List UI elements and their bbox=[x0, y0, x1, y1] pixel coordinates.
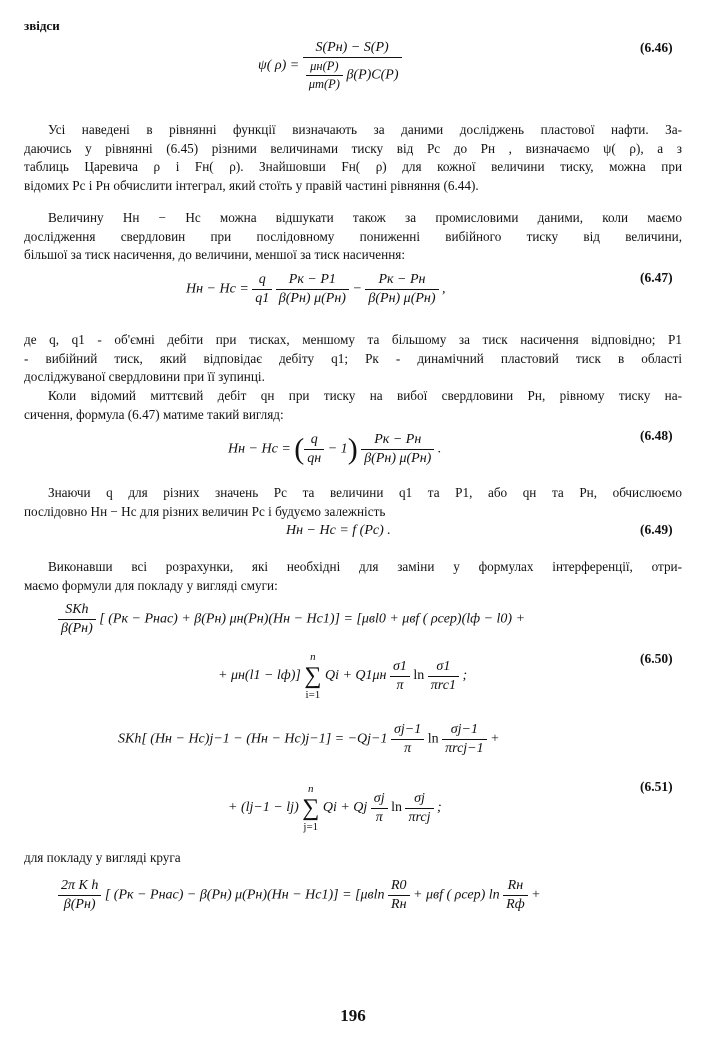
paragraph-5: Знаючи q для різних значень Pс та величини q1 та P1, або qн та Pн, обчислюємо послідовно Hн − Hс для різних величин Pс і будуємо залежність bbox=[24, 485, 682, 519]
equation-6-48: Hн − Hс = ( $\frac{q}{qн}$ − 1) $\frac{Pк - Pн}{\beta(Pн) \mu(Pн)}$ . bbox=[228, 432, 442, 466]
sum-symbol: n ∑ j=1 bbox=[302, 783, 320, 833]
eq646-numerator: S(Pн) − S(P) bbox=[303, 40, 402, 58]
eq651-number: (6.51) bbox=[640, 779, 673, 794]
paragraph-1: Усі наведені в рівнянні функції визначають за даними досліджень пластової нафти. За- даючись у рівнянні (6.45) різними величинами тиску від Pс до Pн , визначаємо ψ( ρ), а з таблиць Царевича ρ і Fн( ρ). Знайшовши Fн( ρ) для кожної величини тиску, можна при відомих Pс і Pн обчислити інтеграл, який стоїть у правій частині рівняння (6.44). bbox=[24, 122, 682, 193]
paragraph-3: де q, q1 - об'ємні дебіти при тисках, меншому та більшому за тиск насичення відповідно; P1 - вибійний тиск, який відповідає дебіту q1; Pк - динамічний пластовий тиск в області досліджуваної свердловини при її зупинці. bbox=[24, 332, 682, 384]
eq648-number: (6.48) bbox=[640, 428, 673, 443]
equation-6-51-line-2: + (lj−1 − lj) n ∑ j=1 Qi + Qj $\frac{\sigma j}{\pi}$ ln $\frac{\sigma j}{\text{πrcj}}$ ; bbox=[228, 783, 442, 833]
eq647-number: (6.47) bbox=[640, 270, 673, 285]
paragraph-6: Виконавши всі розрахунки, які необхідні для заміни у формулах інтерференції, отри- маємо формули для покладу у вигляді смуги: bbox=[24, 559, 682, 593]
equation-circle: $\frac{\text{2π K h}}{\beta(Pн)}$ [ (Pк − Pнас) − β(Pн) μ(Pн)(Hн − Hс1)] = [μвln $\frac{R0}{Rн}$ + μвf ( ρсер) ln $\frac{Rн}{Rф}$ + bbox=[58, 878, 541, 913]
equation-6-51-line-1: SKh[ (Hн − Hс)j−1 − (Hн − Hс)j−1] = −Qj−1 $\frac{\sigma j-1}{\pi}$ ln $\frac{\sigma j-1}{\text{πrcj−1}}$ + bbox=[118, 722, 500, 756]
equation-6-46 bbox=[258, 40, 402, 92]
eq646-inner-fraction: $\frac{\mu н(P)}{\mu т(P)}$ bbox=[306, 59, 343, 92]
equation-6-49: Hн − Hс = f (Pс) . bbox=[286, 523, 391, 538]
eq650-number: (6.50) bbox=[640, 651, 673, 666]
intro-word: звідси bbox=[24, 18, 60, 33]
eq646-number: (6.46) bbox=[640, 40, 673, 55]
eq649-number: (6.49) bbox=[640, 522, 673, 537]
equation-6-50-line-1: $\frac{\text{SKh}}{\beta(Pн)}$ [ (Pк − Pнас) + β(Pн) μн(Pн)(Hн − Hс1)] = [μвl0 + μвf ( ρсер)(lф − l0) + bbox=[58, 602, 525, 637]
sum-symbol: n ∑ i=1 bbox=[304, 651, 322, 701]
paragraph-4: Коли відомий миттєвий дебіт qн при тиску на вибої свердловини Pн, рівному тиску на- сичення, формула (6.47) матиме такий вигляд: bbox=[24, 388, 682, 422]
eq646-fraction: S(Pн) − S(P) $\frac{\mu н(P)}{\mu т(P)}$ β(P)C(P) bbox=[303, 40, 402, 92]
paragraph-2: Величину Hн − Hс можна відшукати також за промисловими даними, коли маємо дослідження свердловин при послідовному пониженні вибійного тиску від величини, більшої за тиск насичення, до величини, меншої за тиск насичення: bbox=[24, 210, 682, 262]
page-number: 196 bbox=[340, 1006, 366, 1025]
equation-6-50-line-2: + μн(l1 − lф)] n ∑ i=1 Qi + Q1μн $\frac{\sigma 1}{\pi}$ ln $\frac{\sigma 1}{\text{πrc1}}$ ; bbox=[218, 651, 468, 701]
equation-6-47: Hн − Hс = $\frac{q}{q1}$ $\frac{Pк - P1}{\beta(Pн) \mu(Pн)}$ − $\frac{Pк - Pн}{\beta(Pн) \mu(Pн)}$ , bbox=[186, 272, 446, 306]
paragraph-7: для покладу у вигляді круга bbox=[24, 850, 181, 865]
eq646-lhs: ψ( ρ) = bbox=[258, 58, 300, 74]
